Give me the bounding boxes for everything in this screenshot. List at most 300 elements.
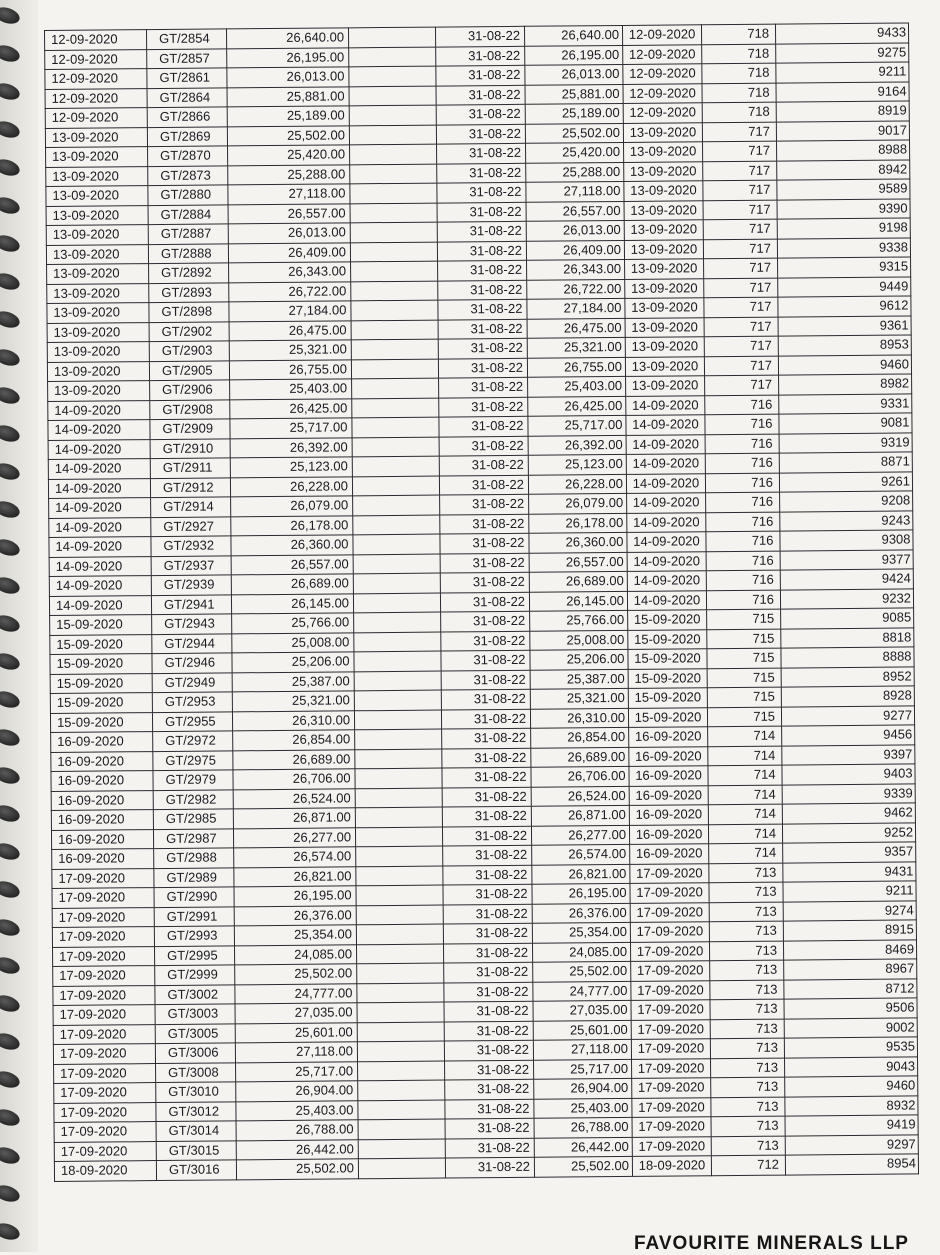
blank-cell [349, 66, 436, 86]
outstanding-amount: 25,354.00 [532, 922, 630, 942]
interest-amount: 8888 [781, 647, 914, 668]
interest-from-date: 14-09-2020 [627, 551, 706, 571]
invoice-amount: 26,228.00 [230, 476, 352, 497]
invoice-number: GT/2908 [150, 399, 230, 419]
invoice-number: GT/2989 [154, 867, 234, 887]
blank-cell [351, 359, 438, 379]
interest-amount: 8967 [784, 959, 917, 980]
spiral-ring [0, 42, 22, 64]
due-date: 31-08-22 [437, 182, 526, 202]
blank-cell [351, 320, 438, 340]
invoice-amount: 25,189.00 [227, 106, 349, 127]
invoice-date: 17-09-2020 [54, 1063, 156, 1083]
invoice-number: GT/3014 [156, 1121, 236, 1141]
invoice-number: GT/2888 [148, 243, 228, 263]
blank-cell [349, 86, 436, 106]
due-date: 31-08-22 [440, 592, 529, 612]
outstanding-amount: 26,821.00 [532, 864, 630, 884]
invoice-number: GT/2927 [151, 516, 231, 536]
blank-cell [352, 437, 439, 457]
interest-amount: 9357 [783, 842, 916, 863]
ledger-sheet [44, 22, 918, 1181]
days-count: 718 [702, 83, 776, 103]
interest-from-date: 16-09-2020 [629, 785, 708, 805]
outstanding-amount: 26,854.00 [531, 727, 629, 747]
interest-amount: 8982 [779, 374, 912, 395]
invoice-amount: 26,689.00 [231, 574, 353, 595]
outstanding-amount: 26,788.00 [534, 1117, 632, 1137]
outstanding-amount: 26,706.00 [531, 766, 629, 786]
interest-amount: 9338 [777, 237, 910, 258]
invoice-number: GT/2902 [149, 321, 229, 341]
outstanding-amount: 26,442.00 [534, 1137, 632, 1157]
spiral-ring [0, 992, 22, 1014]
invoice-amount: 26,425.00 [230, 398, 352, 419]
blank-cell [353, 554, 440, 574]
blank-cell [350, 203, 437, 223]
invoice-number: GT/2864 [147, 87, 227, 107]
interest-from-date: 17-09-2020 [631, 961, 710, 981]
outstanding-amount: 25,717.00 [534, 1059, 632, 1079]
interest-from-date: 17-09-2020 [631, 1019, 710, 1039]
outstanding-amount: 26,392.00 [528, 435, 626, 455]
interest-from-date: 18-09-2020 [632, 1156, 711, 1176]
outstanding-amount: 25,502.00 [534, 1156, 632, 1176]
invoice-number: GT/3015 [156, 1140, 236, 1160]
blank-cell [348, 27, 435, 47]
days-count: 718 [702, 63, 776, 83]
invoice-date: 12-09-2020 [45, 30, 147, 50]
blank-cell [355, 807, 442, 827]
invoice-date: 15-09-2020 [50, 712, 152, 732]
invoice-date: 14-09-2020 [48, 439, 150, 459]
invoice-number: GT/2939 [151, 575, 231, 595]
interest-from-date: 16-09-2020 [629, 805, 708, 825]
spiral-ring [0, 118, 22, 140]
invoice-amount: 25,321.00 [232, 691, 354, 712]
invoice-date: 17-09-2020 [52, 927, 154, 947]
blank-cell [357, 1002, 444, 1022]
invoice-date: 13-09-2020 [48, 381, 150, 401]
blank-cell [353, 593, 440, 613]
interest-amount: 9297 [785, 1134, 918, 1155]
days-count: 717 [703, 200, 777, 220]
blank-cell [353, 495, 440, 515]
interest-from-date: 14-09-2020 [626, 473, 705, 493]
blank-cell [355, 768, 442, 788]
invoice-amount: 26,524.00 [233, 788, 355, 809]
due-date: 31-08-22 [444, 962, 533, 982]
invoice-number: GT/2893 [149, 282, 229, 302]
due-date: 31-08-22 [444, 1040, 533, 1060]
due-date: 31-08-22 [440, 572, 529, 592]
days-count: 713 [711, 1097, 785, 1117]
due-date: 31-08-22 [440, 533, 529, 553]
outstanding-amount: 25,288.00 [526, 162, 624, 182]
invoice-date: 14-09-2020 [48, 478, 150, 498]
invoice-amount: 25,881.00 [227, 86, 349, 107]
invoice-amount: 26,277.00 [233, 827, 355, 848]
days-count: 716 [706, 492, 780, 512]
invoice-amount: 25,766.00 [232, 613, 354, 634]
outstanding-amount: 26,228.00 [528, 474, 626, 494]
interest-amount: 9277 [781, 705, 914, 726]
interest-from-date: 12-09-2020 [623, 103, 702, 123]
due-date: 31-08-22 [443, 884, 532, 904]
blank-cell [355, 749, 442, 769]
days-count: 714 [709, 843, 783, 863]
blank-cell [351, 339, 438, 359]
days-count: 715 [707, 707, 781, 727]
due-date: 31-08-22 [436, 46, 525, 66]
interest-from-date: 13-09-2020 [624, 181, 703, 201]
interest-amount: 9331 [779, 393, 912, 414]
invoice-date: 18-09-2020 [54, 1161, 156, 1181]
interest-from-date: 16-09-2020 [630, 844, 709, 864]
invoice-amount: 26,343.00 [229, 262, 351, 283]
interest-from-date: 17-09-2020 [631, 1000, 710, 1020]
interest-amount: 8942 [777, 159, 910, 180]
invoice-number: GT/2911 [150, 458, 230, 478]
blank-cell [350, 222, 437, 242]
interest-amount: 9460 [785, 1076, 918, 1097]
days-count: 715 [707, 648, 781, 668]
invoice-amount: 27,035.00 [235, 1003, 357, 1024]
blank-cell [354, 632, 441, 652]
invoice-date: 17-09-2020 [53, 1024, 155, 1044]
invoice-amount: 26,195.00 [234, 886, 356, 907]
days-count: 717 [703, 141, 777, 161]
interest-amount: 9431 [783, 861, 916, 882]
interest-amount: 9211 [776, 62, 909, 83]
invoice-amount: 24,777.00 [235, 983, 357, 1004]
spiral-ring [0, 1144, 22, 1166]
due-date: 31-08-22 [438, 338, 527, 358]
interest-from-date: 12-09-2020 [623, 64, 702, 84]
invoice-date: 13-09-2020 [46, 225, 148, 245]
invoice-amount: 26,755.00 [229, 359, 351, 380]
due-date: 31-08-22 [441, 650, 530, 670]
invoice-date: 16-09-2020 [51, 771, 153, 791]
interest-amount: 9017 [776, 120, 909, 141]
days-count: 716 [706, 590, 780, 610]
interest-amount: 9403 [782, 764, 915, 785]
days-count: 718 [702, 102, 776, 122]
outstanding-amount: 24,777.00 [533, 981, 631, 1001]
invoice-date: 13-09-2020 [47, 342, 149, 362]
due-date: 31-08-22 [442, 728, 531, 748]
interest-from-date: 14-09-2020 [627, 532, 706, 552]
due-date: 31-08-22 [442, 806, 531, 826]
invoice-date: 17-09-2020 [54, 1122, 156, 1142]
days-count: 713 [710, 1038, 784, 1058]
invoice-number: GT/2887 [148, 224, 228, 244]
interest-amount: 8818 [781, 627, 914, 648]
interest-from-date: 13-09-2020 [624, 200, 703, 220]
interest-from-date: 14-09-2020 [626, 415, 705, 435]
interest-amount: 9433 [775, 23, 908, 44]
blank-cell [356, 846, 443, 866]
outstanding-amount: 25,321.00 [527, 337, 625, 357]
spiral-ring [0, 270, 22, 292]
invoice-amount: 25,387.00 [232, 671, 354, 692]
interest-from-date: 17-09-2020 [632, 1058, 711, 1078]
outstanding-amount: 26,574.00 [532, 844, 630, 864]
due-date: 31-08-22 [445, 1118, 534, 1138]
due-date: 31-08-22 [437, 241, 526, 261]
interest-amount: 9043 [784, 1056, 917, 1077]
invoice-amount: 25,354.00 [234, 925, 356, 946]
interest-from-date: 13-09-2020 [624, 161, 703, 181]
interest-amount: 9589 [777, 179, 910, 200]
invoice-amount: 26,821.00 [234, 866, 356, 887]
invoice-date: 15-09-2020 [50, 654, 152, 674]
interest-amount: 9164 [776, 81, 909, 102]
due-date: 31-08-22 [445, 1099, 534, 1119]
invoice-number: GT/2870 [148, 146, 228, 166]
blank-cell [349, 47, 436, 67]
blank-cell [354, 612, 441, 632]
blank-cell [358, 1100, 445, 1120]
interest-amount: 9612 [778, 296, 911, 317]
invoice-amount: 26,145.00 [231, 593, 353, 614]
outstanding-amount: 26,195.00 [532, 883, 630, 903]
interest-amount: 9252 [782, 822, 915, 843]
due-date: 31-08-22 [440, 553, 529, 573]
invoice-number: GT/2988 [154, 848, 234, 868]
invoice-number: GT/2884 [148, 204, 228, 224]
days-count: 716 [705, 414, 779, 434]
invoice-date: 13-09-2020 [46, 166, 148, 186]
spiral-ring [0, 194, 22, 216]
interest-from-date: 13-09-2020 [625, 298, 704, 318]
invoice-date: 17-09-2020 [52, 868, 154, 888]
outstanding-amount: 26,409.00 [526, 240, 624, 260]
due-date: 31-08-22 [438, 299, 527, 319]
invoice-number: GT/3003 [155, 1004, 235, 1024]
due-date: 31-08-22 [441, 689, 530, 709]
invoice-date: 14-09-2020 [49, 576, 151, 596]
invoice-date: 15-09-2020 [50, 693, 152, 713]
outstanding-amount: 27,118.00 [533, 1039, 631, 1059]
days-count: 716 [705, 453, 779, 473]
outstanding-amount: 25,008.00 [530, 630, 628, 650]
blank-cell [350, 144, 437, 164]
due-date: 31-08-22 [439, 455, 528, 475]
due-date: 31-08-22 [443, 904, 532, 924]
days-count: 717 [703, 161, 777, 181]
invoice-amount: 27,118.00 [235, 1042, 357, 1063]
spiral-ring [0, 650, 22, 672]
days-count: 713 [711, 1116, 785, 1136]
invoice-number: GT/2914 [151, 497, 231, 517]
blank-cell [357, 983, 444, 1003]
interest-from-date: 15-09-2020 [628, 688, 707, 708]
invoice-date: 13-09-2020 [46, 244, 148, 264]
invoice-date: 14-09-2020 [49, 517, 151, 537]
invoice-number: GT/2953 [152, 692, 232, 712]
invoice-number: GT/2854 [147, 29, 227, 49]
interest-from-date: 13-09-2020 [624, 220, 703, 240]
blank-cell [352, 456, 439, 476]
spiral-ring [0, 498, 22, 520]
blank-cell [355, 827, 442, 847]
invoice-number: GT/2972 [153, 731, 233, 751]
invoice-amount: 26,706.00 [233, 769, 355, 790]
interest-amount: 9339 [782, 783, 915, 804]
outstanding-amount: 26,013.00 [526, 220, 624, 240]
interest-amount: 8932 [785, 1095, 918, 1116]
invoice-amount: 25,321.00 [229, 340, 351, 361]
interest-amount: 9535 [784, 1037, 917, 1058]
blank-cell [349, 125, 436, 145]
invoice-amount: 26,788.00 [236, 1120, 358, 1141]
interest-amount: 9506 [784, 998, 917, 1019]
due-date: 31-08-22 [445, 1079, 534, 1099]
interest-from-date: 13-09-2020 [626, 376, 705, 396]
spiral-ring [0, 1106, 22, 1128]
outstanding-amount: 25,601.00 [533, 1020, 631, 1040]
spiral-ring [0, 726, 22, 748]
outstanding-amount: 26,425.00 [528, 396, 626, 416]
invoice-number: GT/2949 [152, 672, 232, 692]
due-date: 31-08-22 [445, 1138, 534, 1158]
blank-cell [352, 417, 439, 437]
interest-from-date: 12-09-2020 [623, 83, 702, 103]
due-date: 31-08-22 [441, 670, 530, 690]
interest-from-date: 17-09-2020 [630, 863, 709, 883]
days-count: 713 [709, 882, 783, 902]
interest-amount: 8953 [778, 335, 911, 356]
days-count: 713 [711, 1136, 785, 1156]
invoice-number: GT/2892 [149, 263, 229, 283]
days-count: 713 [709, 902, 783, 922]
interest-amount: 9462 [782, 803, 915, 824]
spiral-ring [0, 384, 22, 406]
due-date: 31-08-22 [438, 260, 527, 280]
due-date: 31-08-22 [445, 1157, 534, 1177]
outstanding-amount: 26,145.00 [529, 591, 627, 611]
invoice-number: GT/2991 [154, 906, 234, 926]
invoice-amount: 26,392.00 [230, 437, 352, 458]
invoice-date: 13-09-2020 [46, 186, 148, 206]
interest-amount: 9211 [783, 881, 916, 902]
outstanding-amount: 26,360.00 [529, 532, 627, 552]
notebook-spiral-binding [0, 0, 38, 1252]
blank-cell [358, 1061, 445, 1081]
invoice-amount: 25,601.00 [235, 1022, 357, 1043]
interest-from-date: 16-09-2020 [629, 766, 708, 786]
interest-amount: 9449 [778, 276, 911, 297]
due-date: 31-08-22 [439, 397, 528, 417]
spiral-ring [0, 1030, 22, 1052]
invoice-amount: 26,376.00 [234, 905, 356, 926]
interest-amount: 9308 [780, 530, 913, 551]
interest-from-date: 12-09-2020 [623, 44, 702, 64]
invoice-amount: 25,288.00 [228, 164, 350, 185]
days-count: 717 [703, 219, 777, 239]
due-date: 31-08-22 [437, 163, 526, 183]
invoice-date: 17-09-2020 [53, 1005, 155, 1025]
blank-cell [356, 924, 443, 944]
invoice-number: GT/2869 [147, 126, 227, 146]
outstanding-amount: 26,195.00 [525, 45, 623, 65]
due-date: 31-08-22 [439, 416, 528, 436]
invoice-number: GT/2880 [148, 185, 228, 205]
outstanding-amount: 26,079.00 [529, 493, 627, 513]
days-count: 713 [710, 960, 784, 980]
spiral-ring [0, 4, 22, 26]
invoice-date: 17-09-2020 [53, 946, 155, 966]
invoice-amount: 26,854.00 [233, 730, 355, 751]
invoice-date: 14-09-2020 [49, 537, 151, 557]
blank-cell [353, 534, 440, 554]
invoice-amount: 26,689.00 [233, 749, 355, 770]
outstanding-amount: 26,376.00 [532, 903, 630, 923]
invoice-amount: 26,310.00 [232, 710, 354, 731]
interest-from-date: 13-09-2020 [625, 278, 704, 298]
blank-cell [356, 885, 443, 905]
days-count: 715 [707, 629, 781, 649]
interest-amount: 9361 [778, 315, 911, 336]
invoice-number: GT/2932 [151, 536, 231, 556]
days-count: 717 [704, 278, 778, 298]
invoice-number: GT/2990 [154, 887, 234, 907]
due-date: 31-08-22 [437, 221, 526, 241]
outstanding-amount: 26,722.00 [527, 279, 625, 299]
invoice-amount: 27,118.00 [228, 184, 350, 205]
interest-amount: 8469 [783, 939, 916, 960]
interest-from-date: 14-09-2020 [627, 571, 706, 591]
blank-cell [354, 651, 441, 671]
invoice-date: 16-09-2020 [51, 810, 153, 830]
invoice-date: 14-09-2020 [48, 420, 150, 440]
invoice-amount: 25,502.00 [236, 1159, 358, 1180]
outstanding-amount: 26,904.00 [534, 1078, 632, 1098]
invoice-number: GT/3016 [156, 1160, 236, 1180]
interest-from-date: 15-09-2020 [628, 649, 707, 669]
days-count: 714 [708, 785, 782, 805]
due-date: 31-08-22 [444, 1021, 533, 1041]
invoice-number: GT/2995 [154, 945, 234, 965]
days-count: 713 [709, 921, 783, 941]
outstanding-amount: 24,085.00 [532, 942, 630, 962]
invoice-date: 17-09-2020 [54, 1083, 156, 1103]
outstanding-amount: 26,310.00 [530, 708, 628, 728]
days-count: 718 [702, 44, 776, 64]
invoice-amount: 26,475.00 [229, 320, 351, 341]
blank-cell [357, 1022, 444, 1042]
interest-from-date: 17-09-2020 [630, 941, 709, 961]
days-count: 713 [710, 999, 784, 1019]
invoice-date: 14-09-2020 [48, 459, 150, 479]
invoice-date: 14-09-2020 [49, 556, 151, 576]
days-count: 716 [706, 512, 780, 532]
days-count: 717 [703, 180, 777, 200]
interest-from-date: 17-09-2020 [630, 922, 709, 942]
invoice-number: GT/2955 [152, 711, 232, 731]
blank-cell [349, 105, 436, 125]
spiral-ring [0, 688, 22, 710]
days-count: 714 [708, 765, 782, 785]
interest-from-date: 13-09-2020 [625, 259, 704, 279]
interest-amount: 9232 [780, 588, 913, 609]
interest-from-date: 15-09-2020 [628, 610, 707, 630]
invoice-amount: 26,409.00 [228, 242, 350, 263]
due-date: 31-08-22 [441, 611, 530, 631]
invoice-number: GT/2999 [155, 965, 235, 985]
outstanding-amount: 26,689.00 [529, 571, 627, 591]
